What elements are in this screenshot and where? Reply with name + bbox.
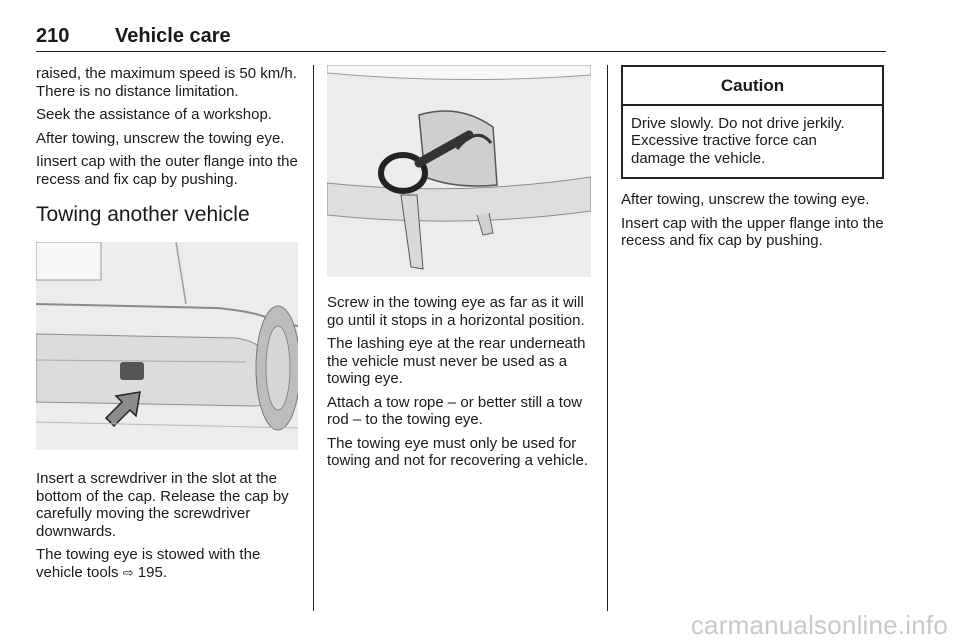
paragraph (36, 546, 301, 581)
watermark-text: carmanualsonline.info (690, 610, 948, 640)
page-reference-arrow-icon: ⇨ (122, 564, 134, 580)
paragraph: Attach a tow rope – or better still a tow rod – to the towing eye. (327, 393, 583, 428)
caution-box (621, 65, 884, 179)
paragraph: Screw in the towing eye as far as it will go until it stops in a horizontal position. (327, 294, 585, 329)
column-divider (607, 65, 608, 611)
towing-eye-illustration (327, 65, 591, 277)
paragraph: The towing eye must only be used for towing and not for recovering a vehicle. (327, 434, 588, 469)
caution-text: Drive slowly. Do not drive jerkily. Excessive tractive force can damage the vehicle. (631, 114, 845, 167)
rear-bumper-cap-illustration (36, 242, 298, 450)
caution-title: Caution (623, 67, 882, 106)
paragraph: After towing, unscrew the towing eye. (621, 191, 870, 208)
column-middle (327, 65, 595, 476)
paragraph: Iinsert cap with the outer flange into the recess and fix cap by pushing. (36, 153, 298, 188)
paragraph: raised, the maximum speed is 50 km/h. There is no distance limitation. (36, 65, 297, 100)
paragraph: Seek the assistance of a workshop. (36, 106, 272, 123)
paragraph: Insert a screwdriver in the slot at the bottom of the cap. Release the cap by carefully moving the screwdriver downwards. (36, 470, 289, 540)
page-reference: 195. (137, 563, 167, 581)
page-header (36, 25, 886, 52)
column-left (36, 65, 301, 587)
page-number: 210 (36, 25, 70, 47)
column-divider (313, 65, 314, 611)
paragraph-text: The towing eye is stowed with the vehicle tools (36, 546, 261, 581)
paragraph: The lashing eye at the rear underneath the vehicle must never be used as a towing eye. (327, 335, 586, 387)
column-right (621, 65, 886, 256)
paragraph: Insert cap with the upper flange into the recess and fix cap by pushing. (621, 214, 884, 249)
section-title: Vehicle care (115, 25, 231, 47)
paragraph: After towing, unscrew the towing eye. (36, 129, 285, 147)
section-heading: Towing another vehicle (36, 203, 250, 226)
